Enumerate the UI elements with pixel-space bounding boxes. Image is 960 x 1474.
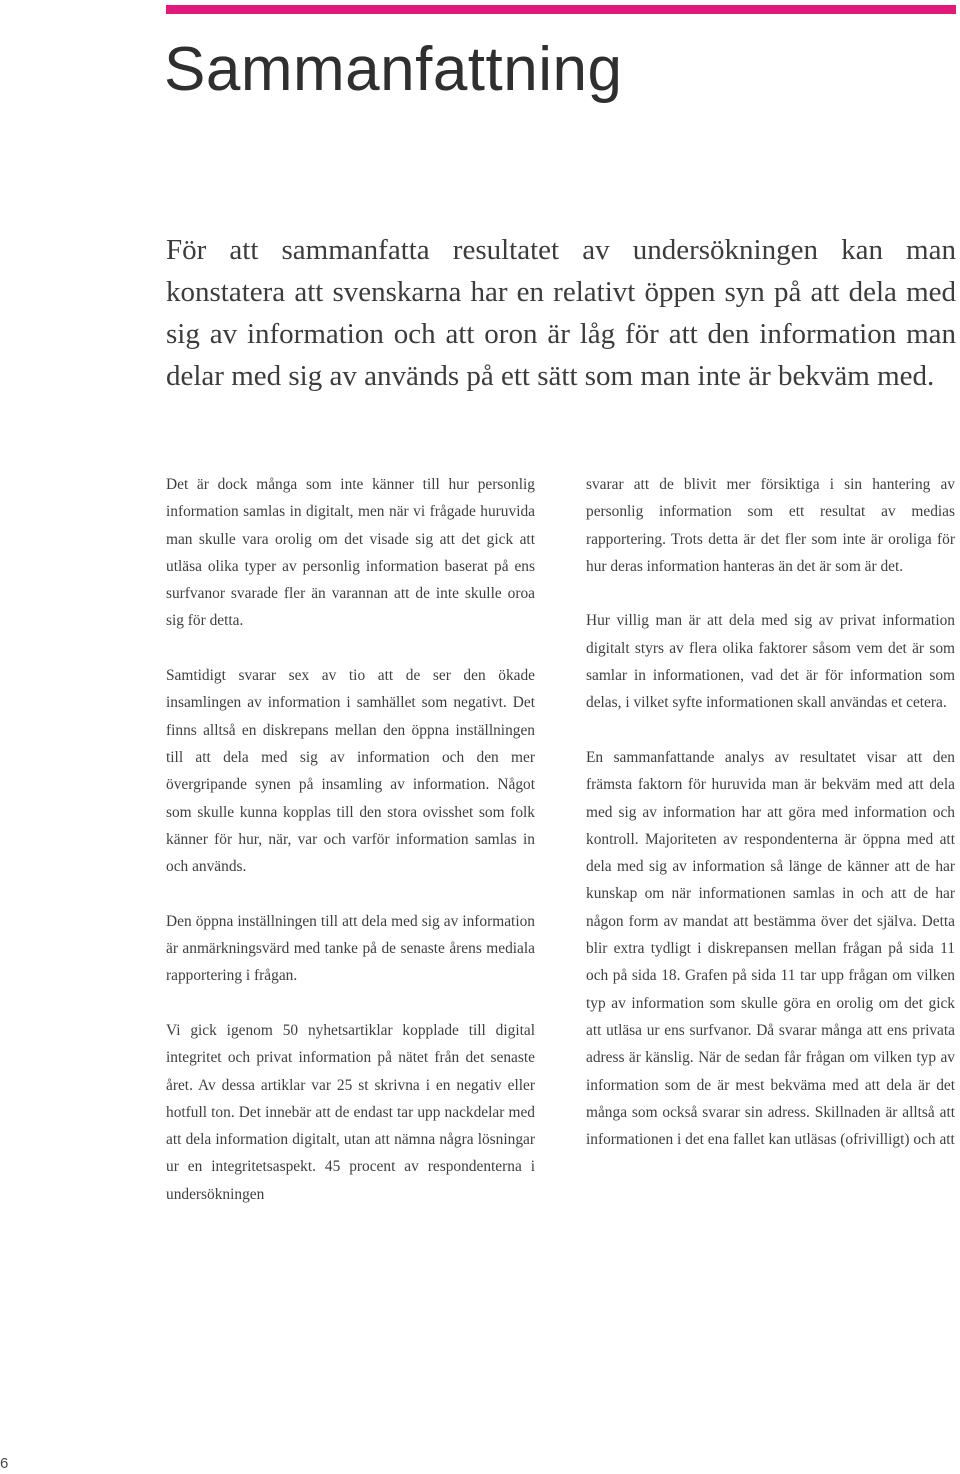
body-paragraph: En sammanfattande analys av resultatet visar att den främsta faktorn för huruvida man är bekväm med att dela med sig av information har att göra med information och kontroll. Majoriteten av respondenterna är öppna med att dela med sig av information så länge de känner att de har kunskap om när informationen samlas in och att de har någon form av mandat att bestämma över det själva. Detta blir extra tydligt i diskrepansen mellan frågan på sida 11 och på sida 18. Grafen på sida 11 tar upp frågan om vilken typ av information som skulle göra en orolig om det gick att utläsa ur ens surfvanor. Då svarar många att ens privata adress är känslig. När de sedan får frågan om vilken typ av information som de är mest bekväma med att dela är det många som också svarar sin adress. Skillnaden är alltså att informationen i det ena fallet kan utläsas (ofrivilligt) och att (586, 748, 955, 1149)
body-paragraph: svarar att de blivit mer försiktiga i sin hantering av personlig information som ett resultat av medias rapportering. Trots detta är det fler som inte är oroliga för hur deras information hanteras än det är som är det. (586, 476, 955, 575)
body-paragraph: Det är dock många som inte känner till hur personlig information samlas in digitalt, men när vi frågade huruvida man skulle vara orolig om det visade sig att det gick att utläsa olika typer av personlig information baserat på ens surfvanor svarade fler än varannan att de inte skulle oroa sig för detta. (166, 476, 535, 630)
left-column (166, 471, 535, 1235)
accent-bar (166, 5, 956, 14)
page-number: 6 (0, 1455, 9, 1472)
body-paragraph: Hur villig man är att dela med sig av privat information digitalt styrs av flera olika faktorer såsom vem det är som samlar in informationen, vad det är för information som delas, i vilket syfte informationen skall användas et cetera. (586, 612, 955, 712)
lead-paragraph: För att sammanfatta resultatet av undersökningen kan man konstatera att svenskarna har en relativt öppen syn på att dela med sig av information och att oron är låg för att den information man delar med sig av används på ett sätt som man inte är bekväm med. (166, 234, 956, 392)
body-paragraph: Samtidigt svarar sex av tio att de ser den ökade insamlingen av information i samhället som negativt. Det finns alltså en diskrepans mellan den öppna inställningen till att dela med sig av information och den mer övergripande synen på insamling av information. Något som skulle kunna kopplas till den stora ovisshet som folk känner för hur, när, var och varför information samlas in och används. (166, 667, 535, 876)
body-paragraph: Vi gick igenom 50 nyhetsartiklar kopplade till digital integritet och privat information på nätet från det senaste året. Av dessa artiklar var 25 st skrivna i en negativ eller hotfull ton. Det innebär att de endast tar upp nackdelar med att dela information digitalt, utan att nämna några lösningar ur en integritetsaspekt. 45 procent av respondenterna i undersökningen (166, 1021, 535, 1203)
body-paragraph: Den öppna inställningen till att dela med sig av information är anmärkningsvärd med tanke på de senaste årens mediala rapportering i frågan. (166, 912, 535, 985)
page-title: Sammanfattning (164, 35, 623, 104)
right-column (586, 471, 955, 1181)
